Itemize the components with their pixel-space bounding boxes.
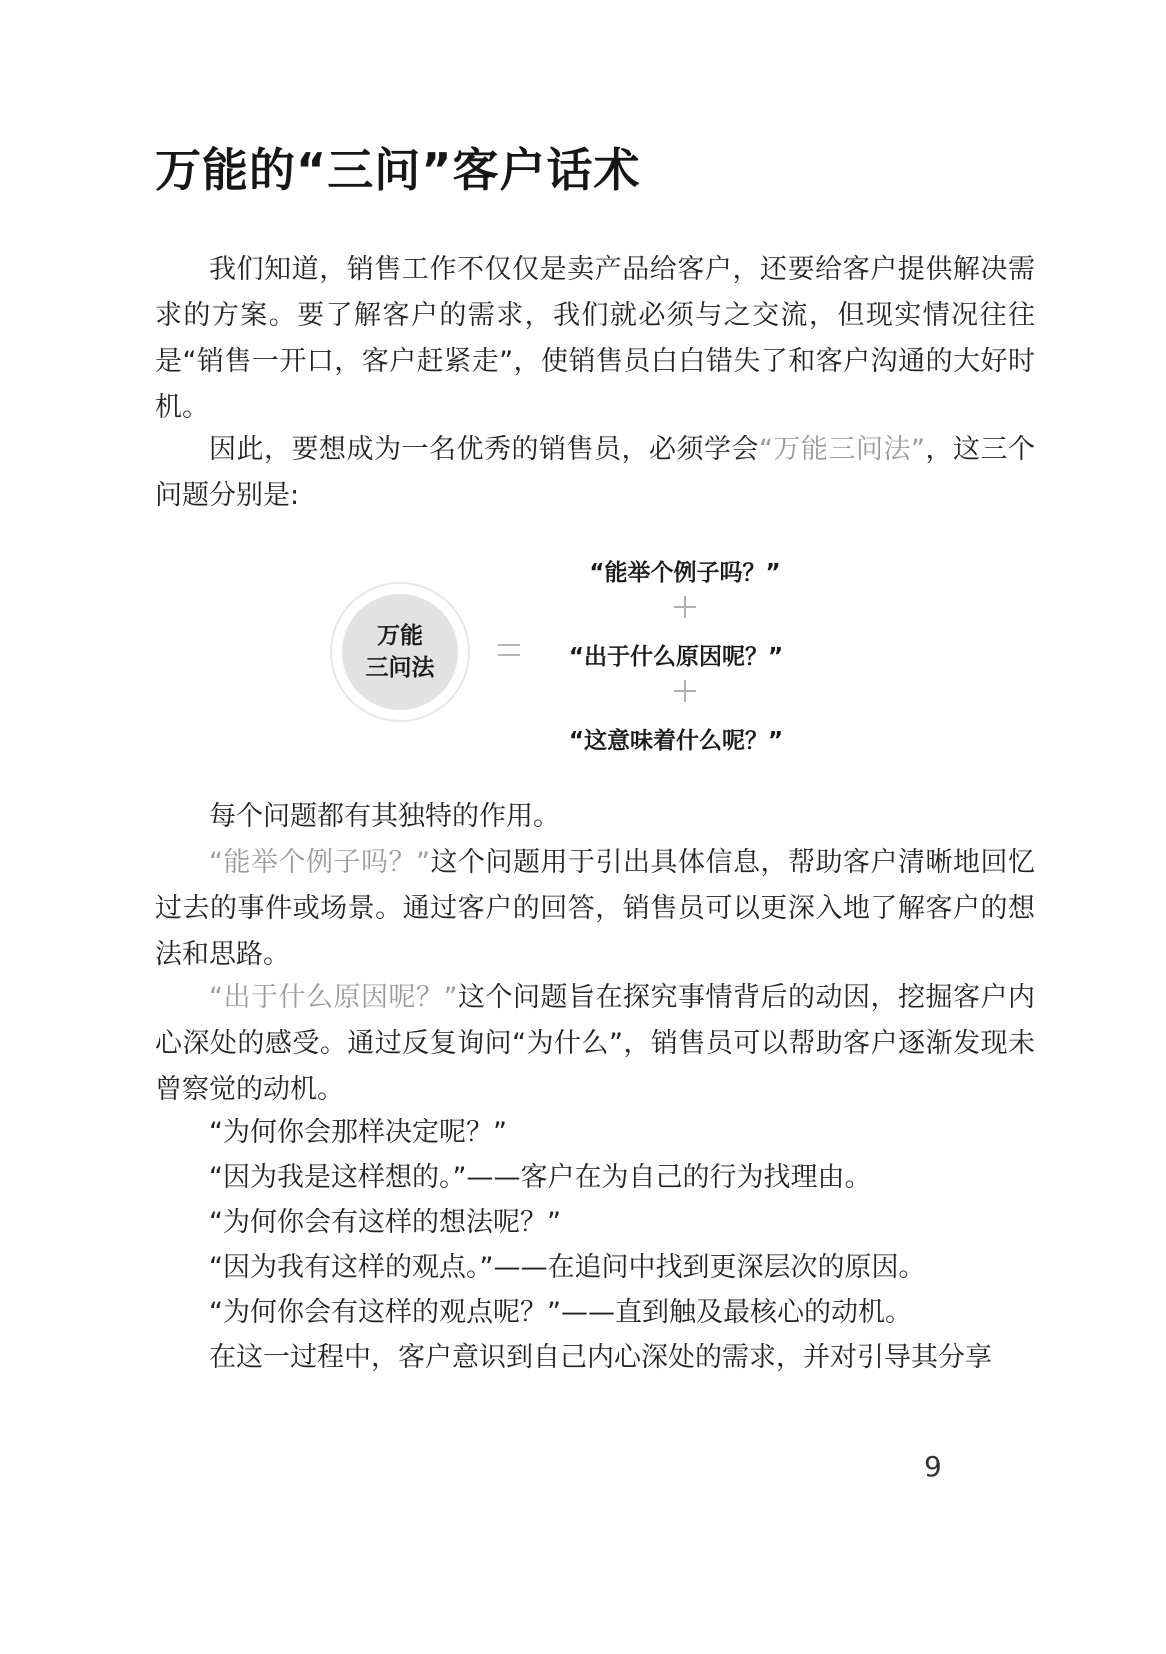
paragraph-reason-question-text: 这个问题旨在探究事情背后的动因，挖掘客户内心深处的感受。通过反复询问“为什么”，销售员可以帮助客户逐渐发现未曾察觉的动机。 [155,982,1035,1105]
plus-icon [674,680,696,702]
method-circle-line-2: 三问法 [365,655,435,681]
page-number: 9 [924,1450,942,1483]
dialogue-line-4: “因为我有这样的观点。”——在追问中找到更深层次的原因。 [209,1252,926,1283]
paragraph-method-text-1: 因此，要想成为一名优秀的销售员，必须学会 [209,434,760,465]
highlight-reason-question: “出于什么原因呢？” [209,982,458,1013]
paragraph-example-question [155,840,1035,978]
dialogue-line-2: “因为我是这样想的。”——客户在为自己的行为找理由。 [209,1162,872,1193]
paragraph-intro: 我们知道，销售工作不仅仅是卖产品给客户，还要给客户提供解决需求的方案。要了解客户的需求，我们就必须与之交流，但现实情况往往是“销售一开口，客户赶紧走”，使销售员白白错失了和客户沟通的大好时机。 [155,254,1035,423]
dialogue-line-5: “为何你会有这样的观点呢？”——直到触及最核心的动机。 [209,1297,912,1328]
method-circle-line-1: 万能 [377,623,423,649]
question-3: “这意味着什么呢？” [568,728,784,754]
paragraph-purpose: 每个问题都有其独特的作用。 [209,801,560,832]
equals-sign [498,644,520,656]
question-1: “能举个例子吗？” [589,560,781,586]
question-2: “出于什么原因呢？” [568,644,784,670]
paragraph-example-question-text: 这个问题用于引出具体信息，帮助客户清晰地回忆过去的事件或场景。通过客户的回答，销售员可以更深入地了解客户的想法和思路。 [155,847,1035,970]
plus-icon [674,596,696,618]
highlight-method-name: “万能三问法” [759,434,925,465]
dialogue-line-1: “为何你会那样决定呢？” [209,1117,507,1148]
page-title: 万能的“三问”客户话术 [155,143,641,197]
three-questions-diagram [330,560,850,790]
paragraph-method-text-2: ，这三个问题分别是: [155,434,1036,511]
method-circle-inner [342,594,458,710]
paragraph-reason-question [155,975,1035,1113]
dialogue-line-3: “为何你会有这样的想法呢？” [209,1207,561,1238]
closing-line: 在这一过程中，客户意识到自己内心深处的需求，并对引导其分享 [209,1342,992,1373]
method-circle [330,582,470,722]
paragraph-method [155,427,1035,519]
highlight-example-question: “能举个例子吗？” [209,847,430,878]
